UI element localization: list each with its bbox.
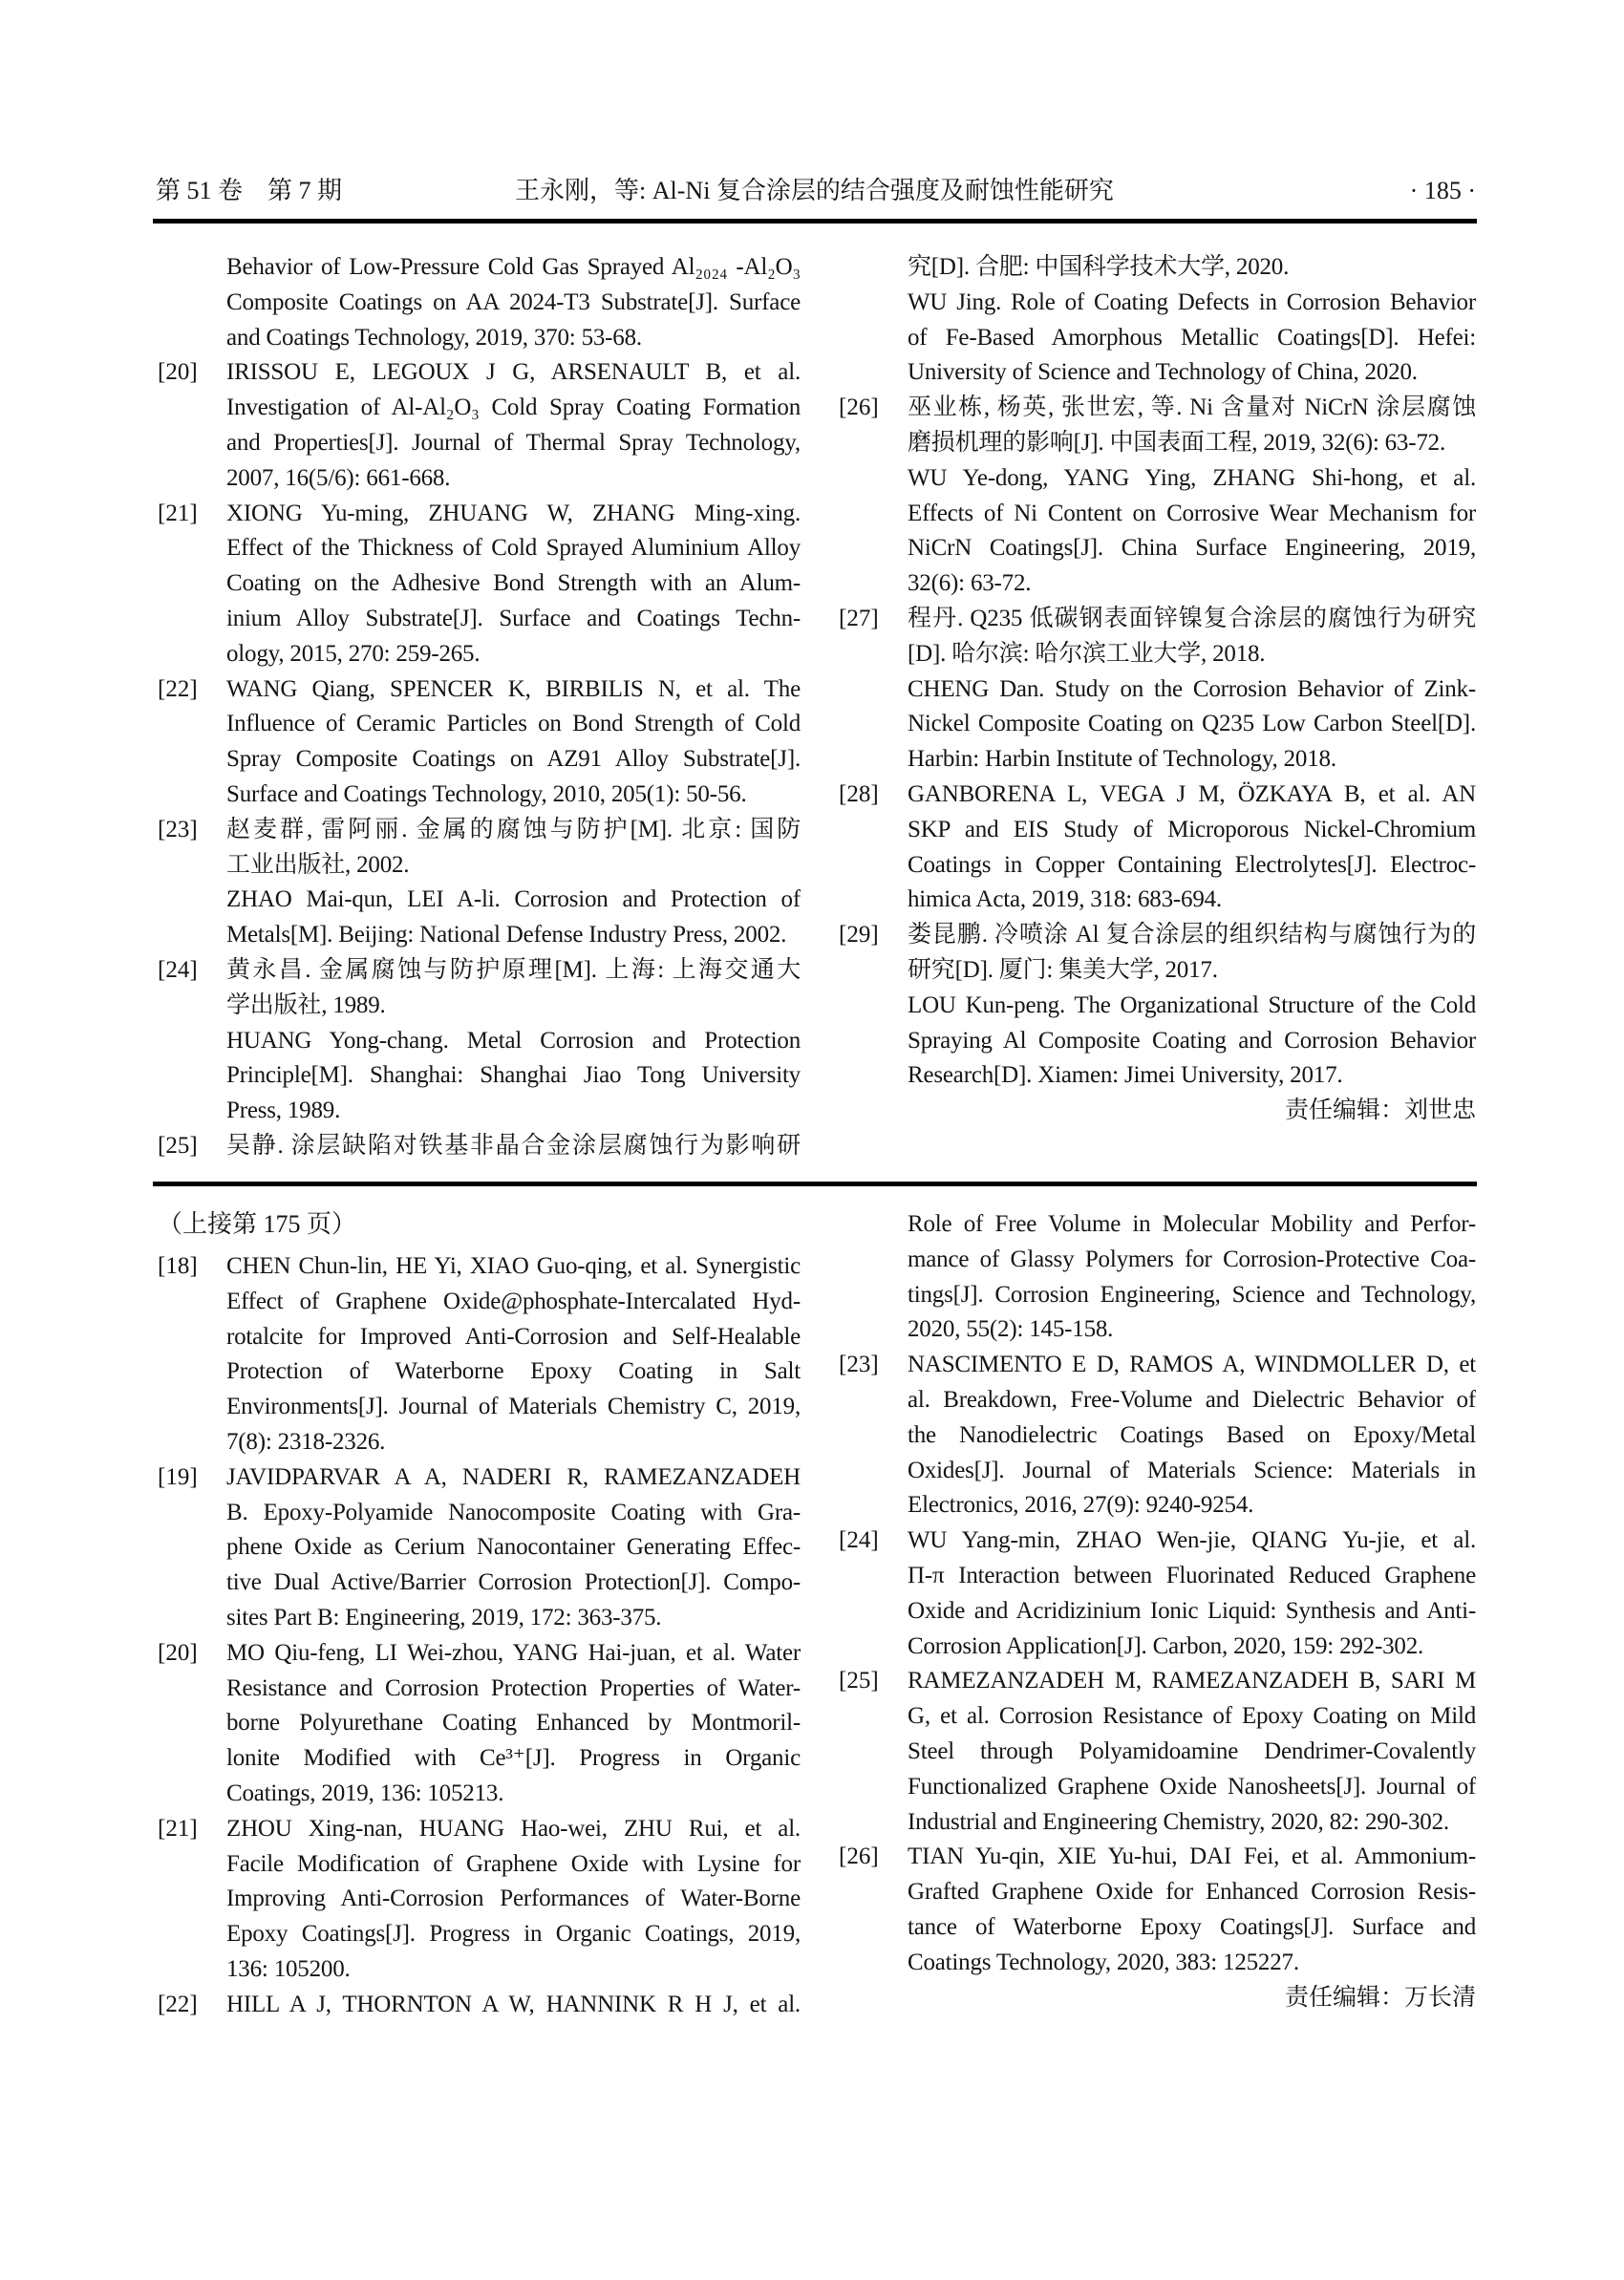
reference-line: XIONG Yu-ming, ZHUANG W, ZHANG Ming-xing. bbox=[226, 500, 801, 526]
reference-line: 2007, 16(5/6): 661-668. bbox=[226, 464, 451, 491]
reference-line: 吴静. 涂层缺陷对铁基非晶合金涂层腐蚀行为影响研 bbox=[226, 1132, 801, 1159]
reference-line: the Nanodielectric Coatings Based on Epoxy/Metal bbox=[908, 1421, 1476, 1448]
reference-line: 136: 105200. bbox=[226, 1955, 351, 1982]
reference-line: HUANG Yong-chang. Metal Corrosion and Protection bbox=[226, 1027, 801, 1054]
runhead-page-number: · 185 · bbox=[1409, 177, 1476, 204]
reference-line: rotalcite for Improved Anti-Corrosion and Self-Healable bbox=[226, 1323, 801, 1350]
reference-entry bbox=[158, 1129, 801, 1164]
reference-line: Investigation of Al-Al₂O₃ Cold Spray Coating Formation bbox=[226, 394, 801, 421]
reference-line: Electronics, 2016, 27(9): 9240-9254. bbox=[908, 1492, 1254, 1519]
reference-line: Composite Coatings on AA 2024-T3 Substrate[J]. Surface bbox=[226, 288, 801, 315]
reference-entry bbox=[839, 1348, 1476, 1524]
reference-line: 32(6): 63-72. bbox=[908, 570, 1032, 597]
reference-entry bbox=[158, 672, 801, 813]
reference-number: [18] bbox=[158, 1253, 198, 1279]
reference-number: [24] bbox=[158, 956, 198, 983]
reference-entry bbox=[158, 1249, 801, 1460]
reference-line: GANBORENA L, VEGA J M, ÖZKAYA B, et al. AN bbox=[908, 780, 1476, 807]
reference-line: Oxides[J]. Journal of Materials Science: Materials in bbox=[908, 1457, 1476, 1483]
reference-line: al. Breakdown, Free-Volume and Dielectric Behavior of bbox=[908, 1386, 1476, 1413]
runhead-article-title: 王永刚，等: Al-Ni 复合涂层的结合强度及耐蚀性能研究 bbox=[515, 177, 1114, 204]
reference-line: Π-π Interaction between Fluorinated Reduced Graphene bbox=[908, 1562, 1476, 1588]
reference-entry bbox=[158, 883, 801, 953]
reference-entry bbox=[158, 1636, 801, 1812]
reference-line: SKP and EIS Study of Microporous Nickel-Chromium bbox=[908, 816, 1476, 842]
reference-line: Spraying Al Composite Coating and Corrosion Behavior bbox=[908, 1027, 1476, 1054]
reference-line: MO Qiu-feng, LI Wei-zhou, YANG Hai-juan, et al. Water bbox=[226, 1639, 801, 1666]
section-divider bbox=[153, 1182, 1477, 1186]
reference-number: [20] bbox=[158, 1639, 198, 1666]
reference-entry bbox=[839, 1664, 1476, 1840]
reference-line: 究[D]. 合肥: 中国科学技术大学, 2020. bbox=[908, 254, 1290, 280]
reference-line: Press, 1989. bbox=[226, 1097, 341, 1124]
references-section2-left-column bbox=[158, 1207, 801, 2023]
reference-line: 研究[D]. 厦门: 集美大学, 2017. bbox=[908, 956, 1218, 983]
reference-line: ology, 2015, 270: 259-265. bbox=[226, 640, 481, 667]
editor-note: 责任编辑：万长清 bbox=[1284, 1984, 1476, 2011]
reference-number: [26] bbox=[839, 394, 879, 421]
reference-line: Principle[M]. Shanghai: Shanghai Jiao Tong University bbox=[226, 1062, 801, 1089]
reference-entry bbox=[158, 1024, 801, 1129]
reference-entry bbox=[158, 1812, 801, 1988]
reference-line: 程丹. Q235 低碳钢表面锌镍复合涂层的腐蚀行为研究 bbox=[908, 605, 1476, 631]
reference-entry bbox=[839, 918, 1476, 989]
reference-entry bbox=[839, 1840, 1476, 1980]
reference-entry bbox=[839, 1207, 1476, 1348]
reference-line: mance of Glassy Polymers for Corrosion-Protective Coa- bbox=[908, 1246, 1476, 1272]
reference-line: IRISSOU E, LEGOUX J G, ARSENAULT B, et al. bbox=[226, 359, 801, 386]
reference-line: Industrial and Engineering Chemistry, 2020, 82: 290-302. bbox=[908, 1808, 1449, 1835]
reference-line: Coatings in Copper Containing Electrolytes[J]. Electroc- bbox=[908, 851, 1476, 878]
reference-line: tive Dual Active/Barrier Corrosion Protection[J]. Compo- bbox=[226, 1569, 801, 1596]
continued-from-note: （上接第 175 页） bbox=[158, 1210, 357, 1238]
reference-line: CHENG Dan. Study on the Corrosion Behavior of Zink- bbox=[908, 675, 1476, 702]
reference-line: Effect of Graphene Oxide@phosphate-Intercalated Hyd- bbox=[226, 1288, 801, 1314]
reference-entry bbox=[158, 355, 801, 496]
reference-line: Grafted Graphene Oxide for Enhanced Corrosion Resis- bbox=[908, 1879, 1476, 1906]
reference-line: and Properties[J]. Journal of Thermal Spray Technology, bbox=[226, 429, 801, 456]
reference-line: WU Jing. Role of Coating Defects in Corrosion Behavior bbox=[908, 288, 1476, 315]
reference-entry bbox=[839, 672, 1476, 778]
reference-entry bbox=[839, 989, 1476, 1094]
reference-line: Behavior of Low-Pressure Cold Gas Sprayed Al₂₀₂₄ -Al₂O₃ bbox=[226, 254, 801, 280]
references-section2-right-column bbox=[839, 1207, 1476, 2015]
reference-line: Harbin: Harbin Institute of Technology, 2018. bbox=[908, 746, 1336, 773]
reference-line: ZHOU Xing-nan, HUANG Hao-wei, ZHU Rui, et al. bbox=[226, 1815, 801, 1842]
reference-line: Steel through Polyamidoamine Dendrimer-Covalently bbox=[908, 1737, 1476, 1764]
reference-line: Influence of Ceramic Particles on Bond Strength of Cold bbox=[226, 711, 801, 737]
reference-line: Coatings, 2019, 136: 105213. bbox=[226, 1779, 504, 1806]
reference-line: Surface and Coatings Technology, 2010, 205(1): 50-56. bbox=[226, 780, 747, 807]
section2-left-refs bbox=[158, 1249, 801, 2023]
reference-number: [19] bbox=[158, 1463, 198, 1490]
runhead-rule bbox=[153, 219, 1477, 224]
references-section1-right-column bbox=[839, 250, 1476, 1094]
reference-line: Facile Modification of Graphene Oxide with Lysine for bbox=[226, 1850, 801, 1877]
reference-line: Effect of the Thickness of Cold Sprayed Aluminium Alloy bbox=[226, 535, 801, 562]
reference-line: Role of Free Volume in Molecular Mobility and Perfor- bbox=[908, 1211, 1476, 1237]
reference-line: CHEN Chun-lin, HE Yi, XIAO Guo-qing, et al. Synergistic bbox=[226, 1253, 801, 1279]
reference-number: [22] bbox=[158, 675, 198, 702]
reference-number: [21] bbox=[158, 500, 198, 526]
reference-line: 娄昆鹏. 冷喷涂 Al 复合涂层的组织结构与腐蚀行为的 bbox=[908, 922, 1476, 948]
reference-number: [25] bbox=[839, 1668, 879, 1694]
reference-line: WU Yang-min, ZHAO Wen-jie, QIANG Yu-jie, et al. bbox=[908, 1527, 1476, 1554]
reference-line: G, et al. Corrosion Resistance of Epoxy Coating on Mild bbox=[908, 1703, 1476, 1730]
reference-line: [D]. 哈尔滨: 哈尔滨工业大学, 2018. bbox=[908, 640, 1266, 667]
reference-entry bbox=[839, 778, 1476, 918]
section2-right-refs bbox=[839, 1207, 1476, 1981]
reference-line: HILL A J, THORNTON A W, HANNINK R H J, et al. bbox=[226, 1991, 801, 2017]
reference-line: Corrosion Application[J]. Carbon, 2020, 159: 292-302. bbox=[908, 1632, 1424, 1659]
reference-line: Functionalized Graphene Oxide Nanosheets[J]. Journal of bbox=[908, 1773, 1476, 1800]
reference-line: himica Acta, 2019, 318: 683-694. bbox=[908, 886, 1222, 913]
reference-number: [21] bbox=[158, 1815, 198, 1842]
reference-line: ZHAO Mai-qun, LEI A-li. Corrosion and Protection of bbox=[226, 886, 801, 913]
reference-line: sites Part B: Engineering, 2019, 172: 363-375. bbox=[226, 1604, 662, 1630]
references-section1-left-column bbox=[158, 250, 801, 1164]
reference-line: 2020, 55(2): 145-158. bbox=[908, 1316, 1114, 1343]
reference-line: of Fe-Based Amorphous Metallic Coatings[D]. Hefei: bbox=[908, 324, 1476, 351]
reference-line: LOU Kun-peng. The Organizational Structure of the Cold bbox=[908, 991, 1476, 1018]
section1-editor-note-wrap bbox=[839, 1094, 1476, 1129]
reference-number: [26] bbox=[839, 1843, 879, 1870]
reference-number: [20] bbox=[158, 359, 198, 386]
reference-number: [29] bbox=[839, 922, 879, 948]
reference-line: Protection of Waterborne Epoxy Coating in Salt bbox=[226, 1358, 801, 1385]
reference-line: Coating on the Adhesive Bond Strength with an Alum- bbox=[226, 570, 801, 597]
reference-line: 工业出版社, 2002. bbox=[226, 851, 410, 878]
reference-entry bbox=[158, 813, 801, 884]
reference-entry bbox=[839, 461, 1476, 602]
reference-line: 黄永昌. 金属腐蚀与防护原理[M]. 上海: 上海交通大 bbox=[226, 956, 801, 983]
reference-line: Improving Anti-Corrosion Performances of Water-Borne bbox=[226, 1886, 801, 1912]
reference-line: tings[J]. Corrosion Engineering, Science and Technology, bbox=[908, 1281, 1476, 1308]
reference-line: NiCrN Coatings[J]. China Surface Engineering, 2019, bbox=[908, 535, 1476, 562]
reference-line: JAVIDPARVAR A A, NADERI R, RAMEZANZADEH bbox=[226, 1463, 801, 1490]
reference-entry bbox=[158, 1460, 801, 1636]
reference-line: and Coatings Technology, 2019, 370: 53-68. bbox=[226, 324, 642, 351]
reference-line: Effects of Ni Content on Corrosive Wear Mechanism for bbox=[908, 500, 1476, 526]
reference-line: Resistance and Corrosion Protection Properties of Water- bbox=[226, 1674, 801, 1701]
reference-line: WANG Qiang, SPENCER K, BIRBILIS N, et al. The bbox=[226, 675, 801, 702]
reference-line: Environments[J]. Journal of Materials Chemistry C, 2019, bbox=[226, 1394, 801, 1420]
reference-number: [23] bbox=[839, 1352, 879, 1378]
reference-line: phene Oxide as Cerium Nanocontainer Generating Effec- bbox=[226, 1534, 801, 1561]
reference-entry bbox=[839, 250, 1476, 286]
reference-entry bbox=[839, 286, 1476, 391]
reference-line: 磨损机理的影响[J]. 中国表面工程, 2019, 32(6): 63-72. bbox=[908, 429, 1446, 456]
reference-line: tance of Waterborne Epoxy Coatings[J]. Surface and bbox=[908, 1913, 1476, 1940]
reference-number: [27] bbox=[839, 605, 879, 631]
reference-line: lonite Modified with Ce³⁺[J]. Progress in Organic bbox=[226, 1745, 801, 1772]
reference-number: [24] bbox=[839, 1527, 879, 1554]
reference-line: WU Ye-dong, YANG Ying, ZHANG Shi-hong, et al. bbox=[908, 464, 1476, 491]
reference-line: NASCIMENTO E D, RAMOS A, WINDMOLLER D, et bbox=[908, 1352, 1476, 1378]
reference-number: [23] bbox=[158, 816, 198, 842]
reference-line: TIAN Yu-qin, XIE Yu-hui, DAI Fei, et al. Ammonium- bbox=[908, 1843, 1476, 1870]
reference-line: RAMEZANZADEH M, RAMEZANZADEH B, SARI M bbox=[908, 1668, 1476, 1694]
editor-note: 责任编辑：刘世忠 bbox=[1284, 1097, 1476, 1123]
reference-entry bbox=[158, 497, 801, 672]
runhead-volume-issue: 第 51 卷 第 7 期 bbox=[156, 177, 343, 204]
reference-entry bbox=[158, 953, 801, 1024]
reference-line: 学出版社, 1989. bbox=[226, 991, 386, 1018]
reference-line: 7(8): 2318-2326. bbox=[226, 1428, 386, 1455]
reference-number: [22] bbox=[158, 1991, 198, 2017]
reference-number: [25] bbox=[158, 1132, 198, 1159]
reference-line: 赵麦群, 雷阿丽. 金属的腐蚀与防护[M]. 北京: 国防 bbox=[226, 816, 801, 842]
reference-line: Oxide and Acridizinium Ionic Liquid: Synthesis and Anti- bbox=[908, 1597, 1476, 1624]
reference-line: University of Science and Technology of China, 2020. bbox=[908, 359, 1418, 386]
reference-number: [28] bbox=[839, 780, 879, 807]
reference-entry bbox=[839, 602, 1476, 672]
reference-line: 巫业栋, 杨英, 张世宏, 等. Ni 含量对 NiCrN 涂层腐蚀 bbox=[908, 394, 1476, 421]
reference-line: B. Epoxy-Polyamide Nanocomposite Coating with Gra- bbox=[226, 1499, 801, 1525]
reference-line: borne Polyurethane Coating Enhanced by Montmoril- bbox=[226, 1710, 801, 1737]
reference-entry bbox=[158, 1988, 801, 2023]
reference-entry bbox=[839, 391, 1476, 461]
reference-line: Research[D]. Xiamen: Jimei University, 2017. bbox=[908, 1062, 1343, 1089]
reference-line: Metals[M]. Beijing: National Defense Industry Press, 2002. bbox=[226, 922, 787, 948]
reference-entry bbox=[839, 1524, 1476, 1664]
reference-line: Nickel Composite Coating on Q235 Low Carbon Steel[D]. bbox=[908, 711, 1476, 737]
reference-line: Spray Composite Coatings on AZ91 Alloy Substrate[J]. bbox=[226, 746, 801, 773]
reference-line: Coatings Technology, 2020, 383: 125227. bbox=[908, 1949, 1299, 1975]
reference-entry bbox=[158, 250, 801, 355]
reference-line: inium Alloy Substrate[J]. Surface and Coatings Techn- bbox=[226, 605, 801, 631]
reference-line: Epoxy Coatings[J]. Progress in Organic Coatings, 2019, bbox=[226, 1921, 801, 1948]
